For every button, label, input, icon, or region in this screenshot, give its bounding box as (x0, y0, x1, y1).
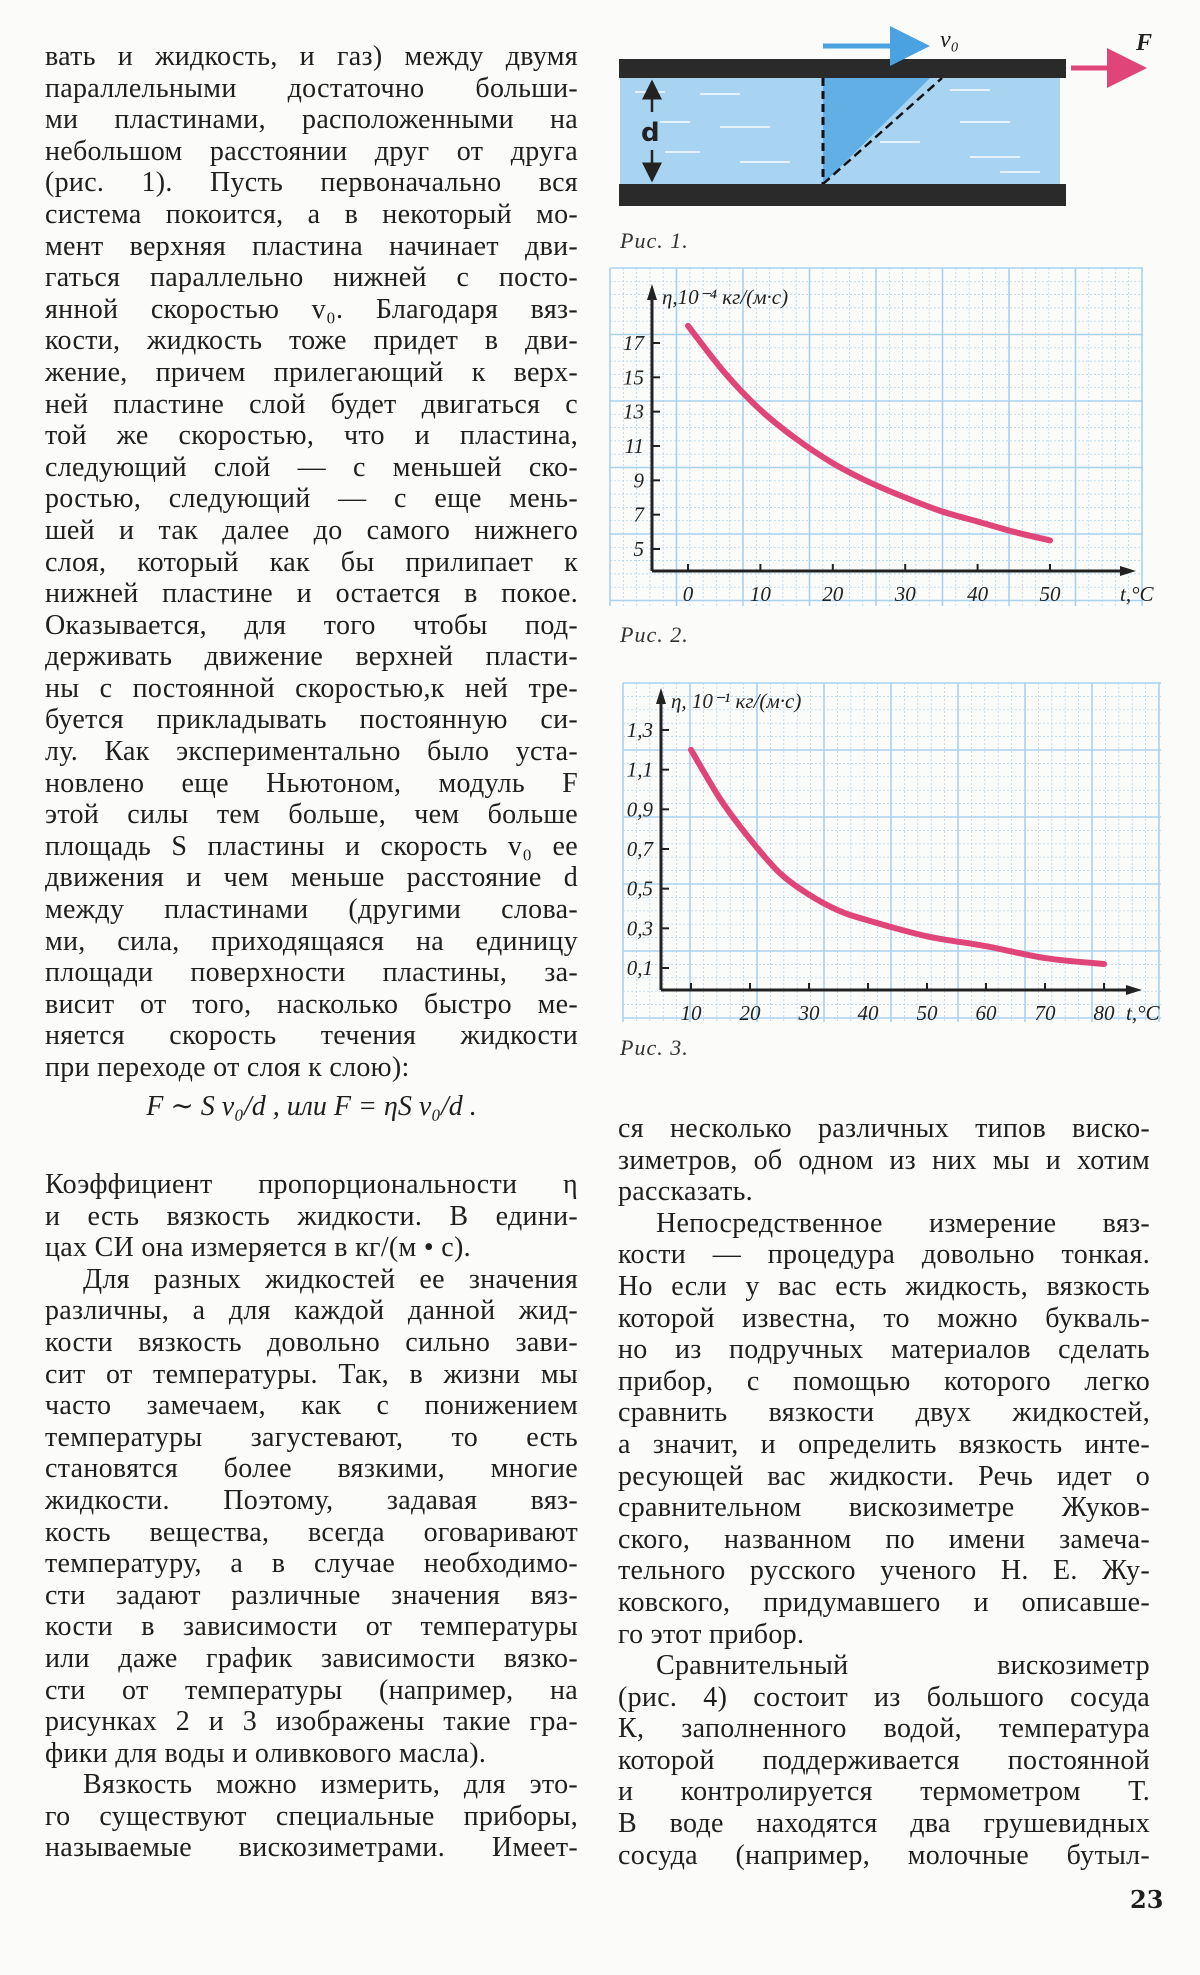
text-line: ресующей вас жидкости. Речь идет о (618, 1460, 1150, 1492)
y-tick-label: 1,3 (626, 718, 653, 742)
text-line: а значит, и определить вязкость инте- (618, 1428, 1150, 1460)
text-line: няется скорость течения жидкости (45, 1020, 578, 1052)
series-curve (688, 326, 1050, 541)
y-tick-label: 13 (623, 399, 644, 424)
text-line: кости вязкость довольно сильно зави- (45, 1326, 578, 1358)
figure-1-plates-diagram (0, 0, 1200, 230)
text-line: В воде находятся два грушевидных (618, 1808, 1150, 1840)
text-line: (рис. 4) состоит из большого сосуда (618, 1681, 1150, 1713)
text-line: вать и жидкость, и газ) между двумя (45, 41, 578, 72)
label-v0: v₀ (940, 27, 959, 53)
text-line: между пластинами (другими слова- (45, 894, 578, 926)
text-line: Коэффициент пропорциональности η (45, 1169, 578, 1200)
series-curve (691, 750, 1104, 964)
text-line: сти задают различные значения вяз- (45, 1579, 578, 1611)
text-line: кость вещества, всегда оговаривают (45, 1516, 578, 1548)
text-line: ны с постоянной скоростью,к ней тре- (45, 672, 578, 704)
y-axis-label: η, 10⁻¹ кг/(м·с) (671, 689, 802, 713)
right-column-text (618, 1113, 1150, 1871)
text-line: шей и так далее до самого нижнего (45, 514, 578, 546)
text-line: Непосредственное измерение вяз- (656, 1207, 1150, 1239)
text-line: слоя, который как бы прилипает к (45, 546, 578, 578)
x-tick-label: 30 (798, 1001, 820, 1025)
text-line: жидкости. Поэтому, задавая вяз- (45, 1484, 578, 1516)
x-tick-label: 80 (1093, 1001, 1115, 1025)
text-line: параллельными достаточно больши- (45, 72, 578, 104)
text-line: небольшом расстоянии друг от друга (45, 135, 578, 167)
text-line: и контролируется термометром Т. (618, 1776, 1150, 1808)
page-number: 23 (1130, 1885, 1164, 1914)
text-line: Вязкость можно измерить, для это- (83, 1769, 578, 1801)
y-tick-label: 0,9 (626, 797, 653, 822)
text-line: янной скоростью v₀. Благодаря вяз- (45, 293, 578, 325)
text-line: ковского, придумавшего и описавше- (618, 1586, 1150, 1618)
text-line: го этот прибор. (618, 1618, 805, 1650)
text-line: Но если у вас есть жидкость, вязкость (618, 1270, 1150, 1302)
text-line: при переходе от слоя к слою): (45, 1052, 410, 1083)
y-tick-label: 5 (633, 537, 644, 561)
text-line: движения и чем меньше расстояние d (45, 862, 578, 894)
text-line: становятся более вязкими, многие (45, 1453, 578, 1485)
x-axis-label: t,°C (1120, 582, 1154, 606)
x-tick-label: 20 (822, 582, 844, 606)
x-tick-label: 0 (682, 582, 694, 606)
text-line: фики для воды и оливкового масла). (45, 1737, 487, 1769)
text-line: прибор, с помощью которого легко (618, 1365, 1150, 1397)
y-tick-label: 11 (624, 434, 644, 458)
text-line: новлено еще Ньютоном, модуль F (45, 767, 578, 799)
text-line: кости в зависимости от температуры (45, 1611, 578, 1643)
figure-2-caption: Рис. 2. (620, 622, 689, 647)
x-tick-label: 50 (1039, 582, 1061, 606)
y-tick-label: 7 (633, 502, 644, 527)
y-tick-label: 0,7 (626, 837, 653, 861)
text-line: система покоится, а в некоторый мо- (45, 198, 578, 230)
text-line: нижней пластине и остается в покое. (45, 578, 578, 610)
text-line: жение, причем прилегающий к верх- (45, 356, 578, 388)
text-line: той же скоростью, что и пластина, (45, 420, 578, 452)
y-tick-label: 0,1 (626, 956, 653, 980)
text-line: ми, сила, приходящаяся на единицу (45, 925, 578, 957)
text-line: или даже график зависимости вязко- (45, 1642, 578, 1674)
text-line: ми пластинами, расположенными на (45, 104, 578, 136)
bottom-plate (619, 184, 1066, 206)
text-line: (рис. 1). Пусть первоначально вся (45, 167, 578, 199)
text-line: температуру, а в случае необходимо- (45, 1548, 578, 1580)
figure-3-caption: Рис. 3. (620, 1035, 689, 1060)
text-line: кости — процедура довольно тонкая. (618, 1239, 1150, 1271)
figure-1-caption: Рис. 1. (620, 228, 689, 253)
text-line: температуры загустевают, то есть (45, 1421, 578, 1453)
text-line: кости, жидкость тоже придет в дви- (45, 325, 578, 357)
text-line: называемые вискозиметрами. Имеет- (45, 1832, 578, 1864)
text-line: сосуда (например, молочные бутыл- (618, 1839, 1150, 1871)
x-tick-label: 20 (739, 1001, 761, 1025)
text-line: го существуют специальные приборы, (45, 1800, 578, 1832)
y-tick-label: 15 (623, 365, 644, 390)
text-line: ней пластине слой будет двигаться с (45, 388, 578, 420)
left-column-text-continued (45, 1169, 578, 1864)
x-tick-label: 70 (1034, 1001, 1056, 1025)
text-line: сит от температуры. Так, в жизни мы (45, 1358, 578, 1390)
text-line: сти от температуры (например, на (45, 1674, 578, 1706)
y-tick-label: 0,5 (626, 876, 653, 901)
y-tick-label: 1,1 (626, 757, 653, 782)
text-line: которой поддерживается постоянной (618, 1744, 1150, 1776)
y-axis-label: η,10⁻⁴ кг/(м·с) (662, 285, 789, 309)
x-axis-arrow (1126, 985, 1142, 995)
x-tick-label: 10 (749, 582, 771, 606)
viscosity-formula: F ∼ S v₀/d , или F = ηS v₀/d . (146, 1091, 477, 1122)
text-line: которой известна, то можно букваль- (618, 1302, 1150, 1334)
text-line: но из подручных материалов сделать (618, 1334, 1150, 1366)
top-plate (619, 59, 1066, 78)
x-axis-arrow (1120, 566, 1136, 576)
text-line: гаться параллельно нижней с посто- (45, 262, 578, 294)
text-line: различны, а для каждой данной жид- (45, 1295, 578, 1327)
x-tick-label: 50 (916, 1001, 938, 1025)
x-tick-label: 60 (975, 1001, 997, 1025)
text-line: Сравнительный вискозиметр (656, 1650, 1150, 1682)
text-line: рассказать. (618, 1176, 753, 1208)
text-line: ского, названном по имени замеча- (618, 1523, 1150, 1555)
text-line: следующий слой — с меньшей ско- (45, 451, 578, 483)
text-line: площадь S пластины и скорость v₀ ее (45, 830, 578, 862)
text-line: тельного русского ученого Н. Е. Жу- (618, 1555, 1150, 1587)
text-line: часто замечаем, как с понижением (45, 1390, 578, 1422)
text-line: рисунках 2 и 3 изображены такие гра- (45, 1706, 578, 1738)
text-line: Для разных жидкостей ее значения (83, 1263, 578, 1295)
y-tick-label: 17 (623, 331, 644, 355)
text-line: мент верхняя пластина начинает дви- (45, 230, 578, 262)
x-tick-label: 40 (857, 1001, 879, 1025)
text-line: сравнить вязкости двух жидкостей, (618, 1397, 1150, 1429)
text-line: держивать движение верхней пласти- (45, 641, 578, 673)
text-line: зиметров, об одном из них мы и хотим (618, 1144, 1150, 1176)
text-line: и есть вязкость жидкости. В едини- (45, 1200, 578, 1232)
text-line: буется прикладывать постоянную си- (45, 704, 578, 736)
text-line: ся несколько различных типов виско- (618, 1113, 1150, 1144)
text-line: ростью, следующий — с еще мень- (45, 483, 578, 515)
y-axis-arrow (647, 284, 657, 300)
y-tick-label: 0,3 (626, 916, 653, 941)
label-d: d (641, 118, 660, 148)
text-line: площади поверхности пластины, за- (45, 957, 578, 989)
text-line: сравнительном вискозиметре Жуков- (618, 1492, 1150, 1524)
x-tick-label: 40 (967, 582, 989, 606)
text-line: Оказывается, для того чтобы под- (45, 609, 578, 641)
text-line: лу. Как экспериментально было уста- (45, 736, 578, 768)
x-tick-label: 30 (894, 582, 916, 606)
x-axis-label: t,°C (1126, 1001, 1160, 1025)
text-line: висит от того, насколько быстро ме- (45, 988, 578, 1020)
text-line: этой силы тем больше, чем больше (45, 799, 578, 831)
label-F: F (1136, 30, 1153, 56)
y-axis-arrow (656, 688, 666, 704)
text-line: цах СИ она измеряется в кг/(м • с). (45, 1232, 471, 1264)
text-line: К, заполненного водой, температура (618, 1713, 1150, 1745)
x-tick-label: 10 (680, 1001, 702, 1025)
y-tick-label: 9 (633, 468, 644, 493)
